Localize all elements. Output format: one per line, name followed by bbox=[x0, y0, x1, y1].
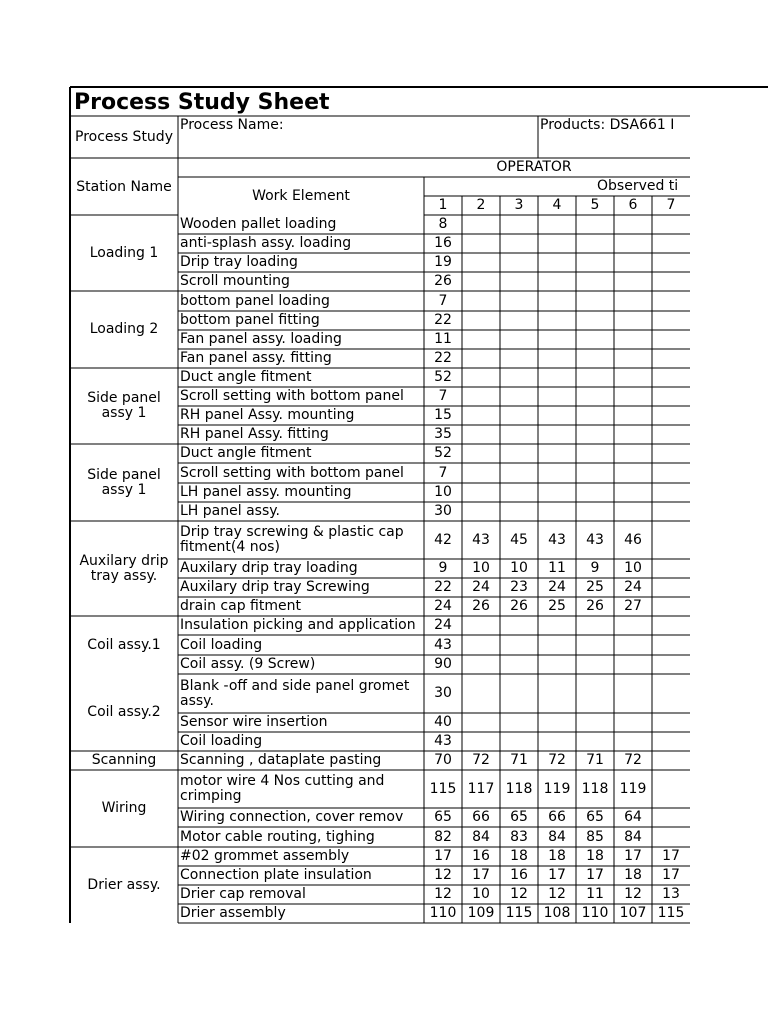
observed-times-header: Observed ti bbox=[597, 178, 679, 194]
observed-time: 16 bbox=[472, 848, 490, 864]
observed-time: 43 bbox=[586, 531, 604, 548]
observed-time: 12 bbox=[624, 886, 642, 902]
observed-time: 45 bbox=[510, 531, 528, 548]
work-element: Sensor wire insertion bbox=[180, 714, 328, 730]
work-element: Drip tray screwing & plastic cap fitment(4 nos) bbox=[180, 524, 404, 555]
observed-time: 43 bbox=[434, 636, 452, 653]
observed-time: 83 bbox=[510, 828, 528, 845]
observed-time: 84 bbox=[624, 828, 642, 845]
work-element: anti-splash assy. loading bbox=[180, 235, 352, 251]
observed-time: 26 bbox=[510, 598, 528, 614]
observed-time: 11 bbox=[586, 886, 604, 902]
work-element: Coil assy. (9 Screw) bbox=[180, 656, 316, 672]
observed-time: 24 bbox=[548, 579, 566, 595]
process-name-label: Process Name: bbox=[180, 117, 284, 133]
work-element: Insulation picking and application bbox=[180, 617, 416, 633]
station-name: Side panel assy 1 bbox=[87, 466, 161, 498]
work-element: Auxilary drip tray loading bbox=[180, 560, 358, 576]
work-element: LH panel assy. mounting bbox=[180, 484, 352, 500]
observed-time: 65 bbox=[434, 809, 452, 825]
observed-time: 52 bbox=[434, 445, 452, 461]
work-element: Auxilary drip tray Screwing bbox=[180, 579, 370, 595]
observed-time: 26 bbox=[472, 598, 490, 614]
observed-time: 35 bbox=[434, 426, 452, 442]
observed-time: 65 bbox=[510, 809, 528, 825]
station-name: Coil assy.2 bbox=[87, 704, 161, 720]
work-element: Drier assembly bbox=[180, 905, 286, 921]
observed-time: 24 bbox=[434, 598, 452, 614]
observed-time: 18 bbox=[548, 848, 566, 864]
observed-time: 19 bbox=[434, 254, 452, 270]
operator-header: OPERATOR bbox=[496, 159, 572, 175]
observed-time: 22 bbox=[434, 312, 452, 328]
observed-time: 115 bbox=[505, 905, 533, 921]
observed-time: 25 bbox=[586, 579, 604, 595]
work-element: Blank -off and side panel gromet assy. bbox=[180, 677, 410, 709]
observed-time: 66 bbox=[548, 809, 566, 825]
cycle-number-5: 5 bbox=[590, 197, 600, 213]
observed-time: 108 bbox=[543, 905, 571, 921]
observed-time: 12 bbox=[510, 886, 528, 902]
work-element: Motor cable routing, tighing bbox=[180, 828, 375, 845]
work-element: drain cap fitment bbox=[180, 598, 301, 614]
observed-time: 107 bbox=[619, 905, 647, 921]
observed-time: 10 bbox=[510, 560, 528, 576]
work-element: Coil loading bbox=[180, 636, 263, 653]
cycle-number-7: 7 bbox=[666, 197, 676, 213]
work-element: Fan panel assy. loading bbox=[180, 331, 342, 347]
observed-time: 119 bbox=[619, 780, 647, 797]
observed-time: 17 bbox=[662, 848, 680, 864]
observed-time: 90 bbox=[434, 656, 452, 672]
station-name: Loading 1 bbox=[89, 244, 159, 261]
observed-time: 110 bbox=[429, 905, 457, 921]
observed-time: 115 bbox=[429, 780, 457, 797]
observed-time: 17 bbox=[662, 867, 680, 883]
observed-time: 70 bbox=[434, 752, 452, 768]
observed-time: 17 bbox=[472, 867, 490, 883]
observed-time: 26 bbox=[434, 273, 452, 289]
observed-time: 11 bbox=[434, 331, 452, 347]
observed-time: 17 bbox=[434, 848, 452, 864]
observed-time: 8 bbox=[438, 216, 448, 232]
work-element: Drier cap removal bbox=[180, 886, 306, 902]
observed-time: 84 bbox=[548, 828, 566, 845]
station-name: Auxilary drip tray assy. bbox=[79, 552, 169, 584]
cycle-number-6: 6 bbox=[628, 197, 638, 213]
observed-time: 10 bbox=[472, 560, 490, 576]
observed-time: 7 bbox=[438, 292, 448, 309]
observed-time: 52 bbox=[434, 369, 452, 385]
work-element: Drip tray loading bbox=[180, 254, 298, 270]
observed-time: 72 bbox=[624, 752, 642, 768]
observed-time: 24 bbox=[624, 579, 642, 595]
observed-time: 13 bbox=[662, 886, 680, 902]
station-name: Side panel assy 1 bbox=[87, 390, 161, 421]
observed-time: 23 bbox=[510, 579, 528, 595]
observed-time: 43 bbox=[548, 531, 566, 548]
station-name: Wiring bbox=[101, 800, 147, 816]
observed-time: 110 bbox=[581, 905, 609, 921]
observed-time: 10 bbox=[624, 560, 642, 576]
observed-time: 117 bbox=[467, 780, 495, 797]
observed-time: 43 bbox=[472, 531, 490, 548]
work-element: Wiring connection, cover remov bbox=[180, 809, 404, 825]
observed-time: 22 bbox=[434, 579, 452, 595]
observed-time: 17 bbox=[586, 867, 604, 883]
work-element: Wooden pallet loading bbox=[180, 216, 337, 232]
observed-time: 71 bbox=[586, 752, 604, 768]
observed-time: 18 bbox=[624, 867, 642, 883]
observed-time: 118 bbox=[581, 780, 609, 797]
observed-time: 72 bbox=[548, 752, 566, 768]
observed-time: 17 bbox=[624, 848, 642, 864]
work-element: Scroll setting with bottom panel bbox=[180, 388, 404, 404]
observed-time: 85 bbox=[586, 828, 604, 845]
observed-time: 119 bbox=[543, 780, 571, 797]
observed-time: 26 bbox=[586, 598, 604, 614]
observed-time: 18 bbox=[510, 848, 528, 864]
observed-time: 30 bbox=[434, 685, 452, 701]
observed-time: 64 bbox=[624, 809, 642, 825]
observed-time: 24 bbox=[472, 579, 490, 595]
observed-time: 11 bbox=[548, 560, 566, 576]
observed-time: 12 bbox=[434, 867, 452, 883]
work-element: Connection plate insulation bbox=[180, 867, 372, 883]
observed-time: 18 bbox=[586, 848, 604, 864]
station-name: Drier assy. bbox=[87, 876, 161, 893]
observed-time: 7 bbox=[438, 464, 448, 481]
station-name: Loading 2 bbox=[89, 321, 159, 337]
work-element: #02 grommet assembly bbox=[180, 848, 350, 864]
station-name-header: Station Name bbox=[76, 178, 172, 195]
observed-time: 12 bbox=[548, 886, 566, 902]
observed-time: 27 bbox=[624, 598, 642, 614]
observed-time: 17 bbox=[548, 867, 566, 883]
work-element: Duct angle fitment bbox=[180, 445, 312, 461]
observed-time: 118 bbox=[505, 780, 533, 797]
work-element: Coil loading bbox=[180, 733, 263, 749]
process-study-label: Process Study bbox=[75, 128, 173, 145]
observed-time: 22 bbox=[434, 350, 452, 366]
observed-time: 9 bbox=[438, 560, 448, 576]
work-element: RH panel Assy. mounting bbox=[180, 407, 355, 423]
work-element-header: Work Element bbox=[252, 187, 350, 204]
observed-time: 46 bbox=[624, 531, 642, 548]
observed-time: 10 bbox=[472, 886, 490, 902]
observed-time: 109 bbox=[467, 905, 495, 921]
products-label: Products: DSA661 I bbox=[540, 117, 675, 133]
observed-time: 12 bbox=[434, 886, 452, 902]
work-element: Scanning , dataplate pasting bbox=[180, 752, 382, 768]
work-element: RH panel Assy. fitting bbox=[180, 426, 329, 442]
work-element: LH panel assy. bbox=[180, 503, 280, 519]
observed-time: 66 bbox=[472, 809, 490, 825]
work-element: motor wire 4 Nos cutting and crimping bbox=[180, 773, 385, 804]
cycle-number-3: 3 bbox=[514, 197, 524, 213]
work-element: Duct angle fitment bbox=[180, 369, 312, 385]
sheet-title: Process Study Sheet bbox=[74, 89, 330, 115]
work-element: Scroll setting with bottom panel bbox=[180, 464, 404, 481]
work-element: bottom panel fitting bbox=[180, 312, 320, 328]
observed-time: 65 bbox=[586, 809, 604, 825]
observed-time: 72 bbox=[472, 752, 490, 768]
observed-time: 25 bbox=[548, 598, 566, 614]
cycle-number-2: 2 bbox=[476, 197, 486, 213]
station-name: Scanning bbox=[91, 752, 157, 768]
observed-time: 9 bbox=[590, 560, 600, 576]
observed-time: 84 bbox=[472, 828, 490, 845]
cycle-number-4: 4 bbox=[552, 197, 562, 213]
observed-time: 7 bbox=[438, 388, 448, 404]
station-name: Coil assy.1 bbox=[87, 636, 161, 653]
observed-time: 10 bbox=[434, 484, 452, 500]
observed-time: 43 bbox=[434, 733, 452, 749]
observed-time: 42 bbox=[434, 531, 452, 548]
observed-time: 15 bbox=[434, 407, 452, 423]
work-element: bottom panel loading bbox=[180, 292, 330, 309]
observed-time: 40 bbox=[434, 714, 452, 730]
observed-time: 71 bbox=[510, 752, 528, 768]
observed-time: 30 bbox=[434, 503, 452, 519]
cycle-number-1: 1 bbox=[438, 197, 448, 213]
observed-time: 115 bbox=[657, 905, 685, 921]
observed-time: 16 bbox=[434, 235, 452, 251]
observed-time: 24 bbox=[434, 617, 452, 633]
work-element: Fan panel assy. fitting bbox=[180, 350, 332, 366]
observed-time: 16 bbox=[510, 867, 528, 883]
observed-time: 82 bbox=[434, 828, 452, 845]
work-element: Scroll mounting bbox=[180, 273, 290, 289]
